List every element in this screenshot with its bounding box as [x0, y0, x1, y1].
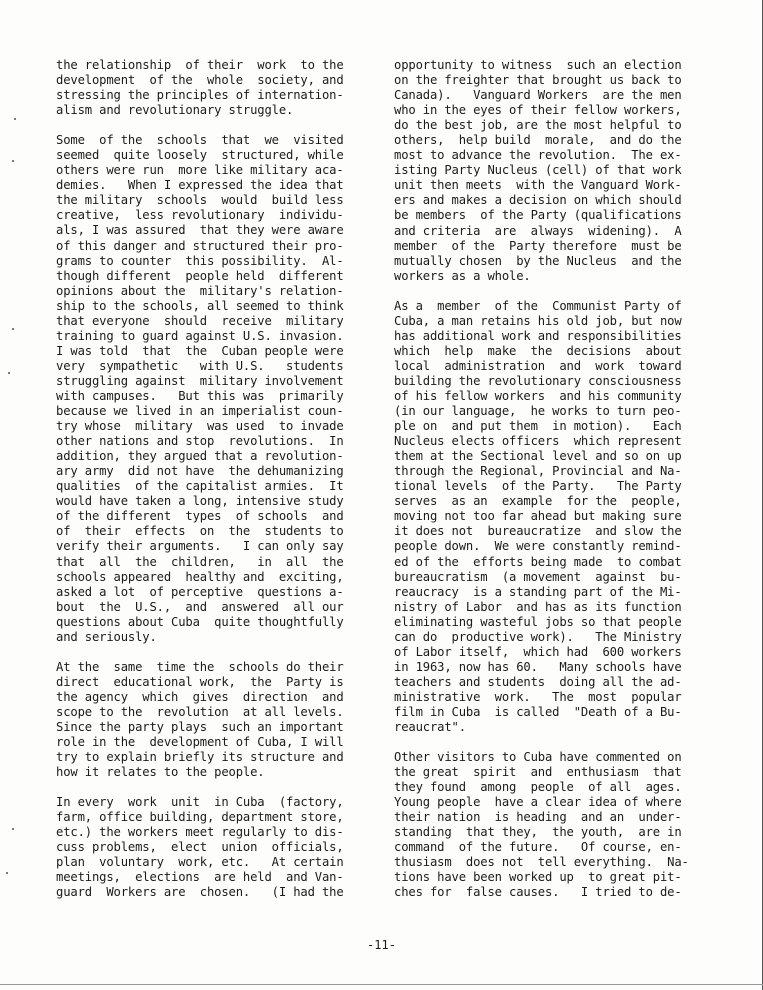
text-line: very sympathetic with U.S. students [56, 358, 344, 373]
text-line: that all the children, in all the [56, 554, 344, 569]
text-line: role in the development of Cuba, I will [56, 735, 344, 750]
text-line: the great spirit and enthusiasm that [394, 765, 682, 780]
text-line: serves as an example for the people, [394, 494, 682, 509]
margin-speck [12, 160, 14, 162]
text-line: guard Workers are chosen. (I had the [56, 885, 344, 900]
text-line: workers as a whole. [394, 268, 531, 283]
text-line: film in Cuba is called "Death of a Bu- [394, 704, 682, 719]
text-line: ministrative work. The most popular [394, 689, 682, 704]
text-line: Some of the schools that we visited [56, 133, 344, 148]
text-line: has additional work and responsibilities [394, 328, 682, 343]
paragraph [394, 299, 694, 735]
text-line: who in the eyes of their fellow workers, [394, 103, 682, 118]
text-line: training to guard against U.S. invasion. [56, 328, 344, 343]
text-line: local administration and work toward [394, 358, 682, 373]
text-line: teachers and students doing all the ad- [394, 674, 682, 689]
text-line: in 1963, now has 60. Many schools have [394, 659, 682, 674]
text-line: grams to counter this possibility. Al- [56, 253, 344, 268]
text-line: the agency which gives direction and [56, 689, 344, 704]
margin-speck [12, 328, 14, 330]
text-line: other nations and stop revolutions. In [56, 434, 344, 449]
text-line: tions have been worked up to great pit- [394, 870, 682, 885]
text-line: addition, they argued that a revolution- [56, 449, 344, 464]
text-line: Since the party plays such an important [56, 719, 344, 734]
text-line: it does not bureaucratize and slow the [394, 524, 682, 539]
text-line: creative, less revolutionary individu- [56, 208, 344, 223]
text-line: and seriously. [56, 629, 157, 644]
text-line: opportunity to witness such an election [394, 58, 682, 72]
right-column [394, 58, 694, 916]
text-line: most to advance the revolution. The ex- [394, 148, 682, 163]
text-line: reaucrat". [394, 720, 466, 735]
margin-speck [6, 872, 8, 874]
text-line: als, I was assured that they were aware [56, 223, 344, 238]
text-line: can do productive work). The Ministry [394, 629, 682, 644]
text-line: that everyone should receive military [56, 313, 344, 328]
text-line: qualities of the capitalist armies. It [56, 479, 344, 494]
left-column [56, 58, 358, 915]
text-line: alism and revolutionary struggle. [56, 103, 294, 118]
text-line: seemed quite loosely structured, while [56, 148, 344, 163]
text-line: isting Party Nucleus (cell) of that work [394, 163, 682, 178]
text-line: ed of the efforts being made to combat [394, 554, 682, 569]
text-line: they found among people of all ages. [394, 780, 682, 795]
text-line: nistry of Labor and has as its function [394, 599, 682, 614]
paragraph [56, 133, 358, 645]
text-line: bureaucratism (a movement against bu- [394, 569, 682, 584]
text-line: stressing the principles of internation- [56, 88, 344, 103]
text-line: try whose military was used to invade [56, 419, 344, 434]
text-line: be members of the Party (qualifications [394, 208, 682, 223]
text-line: ship to the schools, all seemed to think [56, 298, 344, 313]
text-line: try to explain briefly its structure and [56, 750, 344, 765]
text-line: plan voluntary work, etc. At certain [56, 855, 344, 870]
text-line: on the freighter that brought us back to [394, 73, 682, 88]
text-line: and criteria are always widening). A [394, 223, 682, 238]
paragraph [56, 660, 358, 780]
text-line: the military schools would build less [56, 193, 344, 208]
text-line: unit then meets with the Vanguard Work- [394, 178, 682, 193]
text-line: bout the U.S., and answered all our [56, 599, 344, 614]
text-line: member of the Party therefore must be [394, 238, 682, 253]
paragraph [394, 58, 694, 284]
text-line: others were run more like military aca- [56, 163, 344, 178]
text-line: schools appeared healthy and exciting, [56, 569, 344, 584]
text-line: of the different types of schools and [56, 509, 344, 524]
text-line: mutually chosen by the Nucleus and the [394, 253, 682, 268]
text-line: development of the whole society, and [56, 73, 344, 88]
text-line: moving not too far ahead but making sure [394, 509, 682, 524]
text-line: of this danger and structured their pro- [56, 238, 344, 253]
paragraph [56, 795, 358, 900]
margin-speck [14, 118, 16, 120]
text-line: ches for false causes. I tried to de- [394, 885, 682, 900]
text-line: etc.) the workers meet regularly to dis- [56, 825, 344, 840]
text-line: ary army did not have the dehumanizing [56, 464, 344, 479]
text-line: because we lived in an imperialist coun- [56, 404, 344, 419]
text-line: of their effects on the students to [56, 524, 344, 539]
text-line: farm, office building, department store, [56, 810, 344, 825]
text-line: others, help build morale, and do the [394, 133, 682, 148]
text-line: how it relates to the people. [56, 765, 265, 780]
text-line: standing that they, the youth, are in [394, 825, 682, 840]
text-line: Cuba, a man retains his old job, but now [394, 313, 682, 328]
text-line: opinions about the military's relation- [56, 283, 344, 298]
text-line: demies. When I expressed the idea that [56, 178, 344, 193]
text-line: though different people held different [56, 268, 344, 283]
text-line: with campuses. But this was primarily [56, 388, 344, 403]
text-line: do the best job, are the most helpful to [394, 118, 682, 133]
text-line: cuss problems, elect union officials, [56, 840, 344, 855]
text-line: direct educational work, the Party is [56, 674, 344, 689]
text-line: building the revolutionary consciousness [394, 373, 682, 388]
text-line: tional levels of the Party. The Party [394, 479, 682, 494]
text-line: of his fellow workers and his community [394, 388, 682, 403]
text-line: (in our language, he works to turn peo- [394, 404, 682, 419]
text-line: questions about Cuba quite thoughtfully [56, 614, 344, 629]
text-line: Other visitors to Cuba have commented on [394, 750, 682, 765]
text-line: In every work unit in Cuba (factory, [56, 795, 344, 810]
text-line: Canada). Vanguard Workers are the men [394, 88, 682, 103]
text-line: command of the future. Of course, en- [394, 840, 682, 855]
text-line: verify their arguments. I can only say [56, 539, 344, 554]
text-line: I was told that the Cuban people were [56, 343, 344, 358]
text-line: reaucracy is a standing part of the Mi- [394, 584, 682, 599]
text-line: At the same time the schools do their [56, 659, 344, 674]
text-line: scope to the revolution at all levels. [56, 704, 344, 719]
text-line: ers and makes a decision on which should [394, 193, 682, 208]
text-line: which help make the decisions about [394, 343, 682, 358]
text-line: their nation is heading and an under- [394, 810, 682, 825]
text-line: the relationship of their work to the [56, 58, 344, 72]
text-line: of Labor itself, which had 600 workers [394, 644, 682, 659]
page-number: -11- [367, 938, 396, 952]
text-line: As a member of the Communist Party of [394, 298, 682, 313]
text-line: struggling against military involvement [56, 373, 344, 388]
margin-speck [8, 372, 10, 374]
text-line: asked a lot of perceptive questions a- [56, 584, 344, 599]
paragraph [394, 750, 694, 900]
text-line: Young people have a clear idea of where [394, 795, 682, 810]
text-line: through the Regional, Provincial and Na- [394, 464, 682, 479]
text-line: them at the Sectional level and so on up [394, 449, 682, 464]
text-line: ple on and put them in motion). Each [394, 419, 682, 434]
text-line: eliminating wasteful jobs so that people [394, 614, 682, 629]
margin-speck [12, 828, 14, 830]
text-line: would have taken a long, intensive study [56, 494, 344, 509]
text-line: thusiasm does not tell everything. Na- [394, 855, 689, 870]
text-line: meetings, elections are held and Van- [56, 870, 344, 885]
text-line: Nucleus elects officers which represent [394, 434, 682, 449]
text-line: people down. We were constantly remind- [394, 539, 682, 554]
paragraph [56, 58, 358, 118]
bottom-rule [0, 984, 763, 985]
